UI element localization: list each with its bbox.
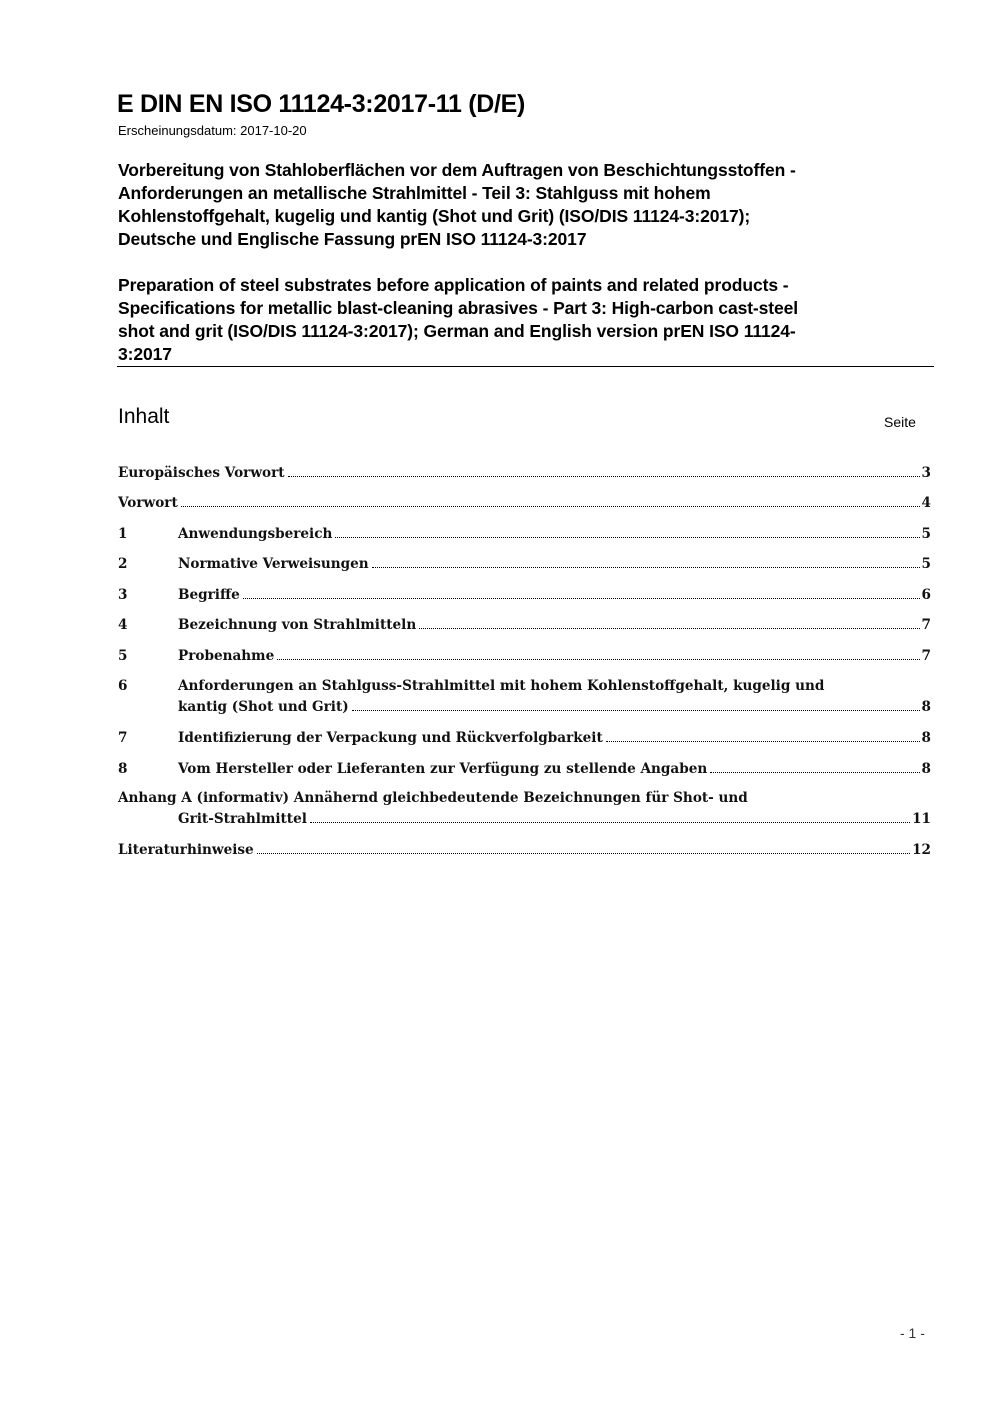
- toc-page-column-label: Seite: [884, 414, 916, 430]
- title-german-line: Anforderungen an metallische Strahlmittel - Teil 3: Stahlguss mit hohem: [118, 183, 711, 203]
- toc-entry-number: 3: [118, 587, 128, 603]
- toc-entry-page: 4: [921, 495, 931, 511]
- title-english-line: Specifications for metallic blast-cleaning abrasives - Part 3: High-carbon cast-steel: [118, 298, 799, 318]
- toc-entry-title: Vom Hersteller oder Lieferanten zur Verfügung zu stellende Angaben: [178, 761, 708, 777]
- toc-entry-page: 11: [912, 811, 931, 827]
- toc-entry-title: Anwendungsbereich: [178, 526, 333, 542]
- title-english: [118, 274, 933, 366]
- toc-entry-page: 6: [921, 587, 931, 603]
- toc-leader-dots: [257, 840, 910, 854]
- toc-leader-dots: [310, 809, 910, 823]
- toc-entry-page: 7: [921, 648, 931, 664]
- toc-entry-section-6[interactable]: [118, 676, 931, 696]
- toc-entry-title: Begriffe: [178, 587, 240, 603]
- toc-entry-title: Europäisches Vorwort: [118, 465, 285, 481]
- toc-leader-dots: [606, 728, 920, 742]
- toc-entry-foreword[interactable]: [118, 493, 931, 513]
- toc-entry-title: Anhang A (informativ) Annähernd gleichbedeutende Bezeichnungen für Shot- und: [118, 790, 748, 806]
- toc-entry-page: 5: [921, 526, 931, 542]
- page-number: - 1 -: [900, 1325, 925, 1341]
- toc-leader-dots: [335, 524, 919, 538]
- toc-entry-section-5[interactable]: [118, 646, 931, 666]
- toc-entry-european-foreword[interactable]: [118, 463, 931, 483]
- toc-entry-section-7[interactable]: [118, 728, 931, 748]
- title-german: [118, 159, 933, 251]
- toc-entry-section-8[interactable]: [118, 759, 931, 779]
- toc-entry-section-3[interactable]: [118, 585, 931, 605]
- toc-heading: Inhalt: [118, 405, 170, 428]
- toc-entry-number: 8: [118, 761, 128, 777]
- toc-entry-number: 7: [118, 730, 128, 746]
- toc-entry-section-2[interactable]: [118, 554, 931, 574]
- title-english-line: Preparation of steel substrates before application of paints and related products -: [118, 275, 789, 295]
- toc-entry-section-1[interactable]: [118, 524, 931, 544]
- publication-date: Erscheinungsdatum: 2017-10-20: [118, 123, 307, 138]
- toc-entry-number: 4: [118, 617, 128, 633]
- toc-entry-page: 7: [921, 617, 931, 633]
- toc-entry-section-4[interactable]: [118, 615, 931, 635]
- title-german-line: Vorbereitung von Stahloberflächen vor dem Auftragen von Beschichtungsstoffen -: [118, 160, 796, 180]
- toc-entry-page: 12: [912, 842, 931, 858]
- toc-entry-page: 3: [921, 465, 931, 481]
- toc-leader-dots: [372, 554, 920, 568]
- toc-entry-title: Probenahme: [178, 648, 275, 664]
- toc-leader-dots: [243, 585, 920, 599]
- toc-entry-bibliography[interactable]: [118, 840, 931, 860]
- toc-entry-annex-a[interactable]: [118, 788, 931, 808]
- toc-entry-annex-a-continued[interactable]: [118, 809, 931, 829]
- toc-entry-number: 2: [118, 556, 128, 572]
- document-id: E DIN EN ISO 11124-3:2017-11 (D/E): [117, 90, 526, 118]
- toc-entry-number: 5: [118, 648, 128, 664]
- title-english-line: shot and grit (ISO/DIS 11124-3:2017); German and English version prEN ISO 11124-: [118, 321, 796, 341]
- toc-entry-page: 5: [921, 556, 931, 572]
- toc-entry-title: Vorwort: [118, 495, 178, 511]
- toc-entry-title: Identifizierung der Verpackung und Rückverfolgbarkeit: [178, 730, 603, 746]
- toc-entry-title: Anforderungen an Stahlguss-Strahlmittel mit hohem Kohlenstoffgehalt, kugelig und: [178, 678, 825, 694]
- toc-entry-section-6-continued[interactable]: [118, 697, 931, 717]
- title-german-line: Deutsche und Englische Fassung prEN ISO 11124-3:2017: [118, 229, 587, 249]
- toc-leader-dots: [419, 615, 919, 629]
- title-divider: [117, 366, 934, 367]
- toc-entry-title: Bezeichnung von Strahlmitteln: [178, 617, 417, 633]
- toc-leader-dots: [277, 646, 919, 660]
- toc-leader-dots: [710, 759, 919, 773]
- toc-entry-title: Normative Verweisungen: [178, 556, 369, 572]
- toc-entry-title-continued: Grit-Strahlmittel: [178, 811, 307, 827]
- toc-entry-page: 8: [921, 761, 931, 777]
- title-english-line: 3:2017: [118, 344, 172, 364]
- toc-entry-number: 1: [118, 526, 128, 542]
- toc-leader-dots: [288, 463, 920, 477]
- toc-leader-dots: [181, 493, 920, 507]
- toc-leader-dots: [352, 697, 920, 711]
- toc-entry-number: 6: [118, 678, 128, 694]
- toc-entry-page: 8: [921, 730, 931, 746]
- toc-entry-page: 8: [921, 699, 931, 715]
- toc-entry-title: Literaturhinweise: [118, 842, 254, 858]
- toc-entry-title-continued: kantig (Shot und Grit): [178, 699, 349, 715]
- title-german-line: Kohlenstoffgehalt, kugelig und kantig (Shot und Grit) (ISO/DIS 11124-3:2017);: [118, 206, 751, 226]
